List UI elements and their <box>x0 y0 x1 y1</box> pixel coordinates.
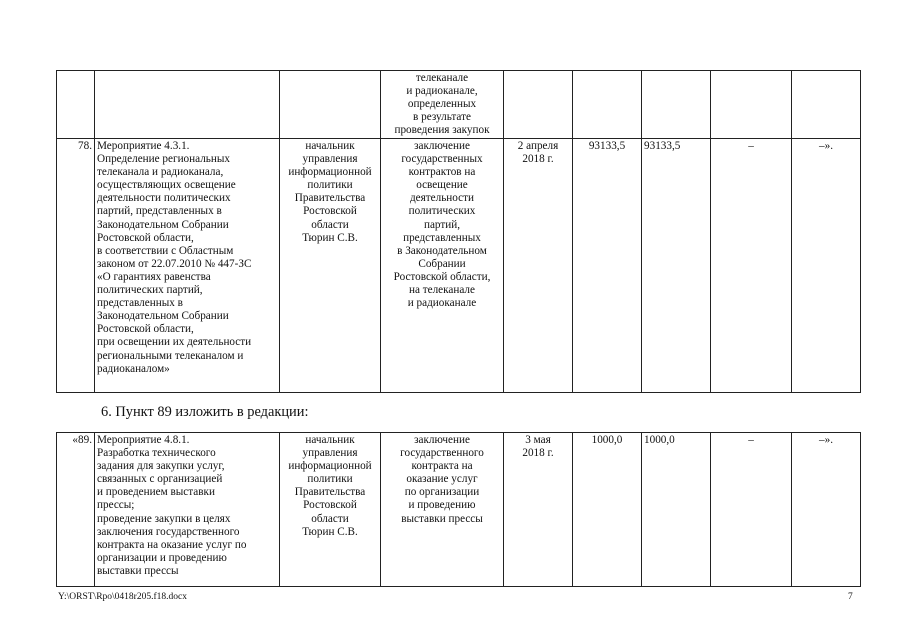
cell-text-line: 2 апреля <box>517 140 559 152</box>
cell-value-2: 93133,5 <box>642 139 711 393</box>
cell-value-2 <box>642 71 711 139</box>
cell-text-line: контракта на оказание услуг по <box>97 538 247 551</box>
cell-num: «89. <box>57 433 95 587</box>
cell-value-3: – <box>711 433 792 587</box>
cell-text-line: политических партий, <box>97 284 203 297</box>
cell-text-line: проведения закупок <box>394 124 490 137</box>
cell-text-line: законом от 22.07.2010 № 447-ЗС <box>97 257 252 270</box>
cell-text-line: Законодательном Собрании <box>97 218 229 231</box>
cell-value-1: 1000,0 <box>573 433 642 587</box>
cell-text-line: прессы; <box>97 499 135 512</box>
cell-text-line: в результате <box>413 111 471 124</box>
cell-event <box>95 71 280 139</box>
cell-text-line: 3 мая <box>525 434 551 446</box>
measures-table-item-89 <box>56 432 861 587</box>
cell-text-line: по организации <box>404 486 480 499</box>
cell-text-line: организации и проведению <box>97 551 227 564</box>
cell-num: 78. <box>57 139 95 393</box>
cell-text-line: политических <box>408 205 476 218</box>
page-number: 7 <box>848 592 853 602</box>
cell-value-1 <box>573 71 642 139</box>
cell-text-line: телеканале <box>415 72 469 84</box>
cell-text-line: Законодательном Собрании <box>97 310 229 323</box>
cell-result <box>381 71 504 139</box>
cell-result <box>381 139 504 393</box>
cell-text-line: Ростовской <box>303 205 357 218</box>
cell-text-line: радиоканалом» <box>97 362 170 375</box>
cell-text-line: в Законодательном <box>397 244 487 257</box>
cell-text-line: партий, <box>423 218 461 231</box>
cell-text-line: деятельности политических <box>97 192 231 205</box>
cell-text-line: представленных <box>403 231 481 244</box>
cell-text-line: 2018 г. <box>522 447 554 460</box>
cell-text-line: определенных <box>407 98 477 111</box>
cell-value-4: –». <box>792 139 861 393</box>
cell-text-line: государственного <box>400 447 484 460</box>
cell-text-line: области <box>311 218 349 231</box>
cell-text-line: Ростовской <box>303 499 357 512</box>
cell-text-line: партий, представленных в <box>97 205 222 218</box>
cell-value-3: – <box>711 139 792 393</box>
measures-table-continued <box>56 70 861 393</box>
cell-text-line: политики <box>307 473 353 486</box>
cell-text-line: Правительства <box>294 486 366 499</box>
cell-text-line: Ростовской области, <box>97 231 194 244</box>
cell-event <box>95 139 280 393</box>
cell-text-line: выставки прессы <box>97 564 179 577</box>
cell-text-line: Тюрин С.В. <box>302 231 358 244</box>
cell-text-line: информационной <box>288 166 372 179</box>
cell-text-line: области <box>311 512 349 525</box>
cell-text-line: представленных в <box>97 297 183 310</box>
cell-responsible <box>280 433 381 587</box>
table-row-continuation <box>57 71 861 139</box>
cell-text-line: и радиоканале, <box>406 85 478 98</box>
cell-text-line: в соответствии с Областным <box>97 244 234 257</box>
cell-text-line: политики <box>307 179 353 192</box>
cell-text-line: «О гарантиях равенства <box>97 270 211 283</box>
cell-text-line: и проведению <box>408 499 476 512</box>
cell-value-3 <box>711 71 792 139</box>
cell-num <box>57 71 95 139</box>
cell-text-line: управления <box>302 447 358 460</box>
cell-text-line: и проведением выставки <box>97 486 215 499</box>
cell-text-line: оказание услуг <box>406 473 478 486</box>
cell-value-4: –». <box>792 433 861 587</box>
cell-text-line: осуществляющих освещение <box>97 179 236 192</box>
cell-value-4 <box>792 71 861 139</box>
cell-text-line: заключение <box>414 434 470 446</box>
cell-date <box>504 71 573 139</box>
cell-text-line: управления <box>302 153 358 166</box>
cell-text-line: Правительства <box>294 192 366 205</box>
cell-text-line: Разработка технического <box>97 447 216 460</box>
cell-result <box>381 433 504 587</box>
table-row-89 <box>57 433 861 587</box>
cell-value-2: 1000,0 <box>642 433 711 587</box>
cell-text-line: 2018 г. <box>522 153 554 166</box>
cell-text-line: Ростовской области, <box>97 323 194 336</box>
cell-text-line: Собрании <box>418 257 466 270</box>
cell-text-line: освещение <box>416 179 468 192</box>
cell-text-line: государственных <box>401 153 483 166</box>
cell-text-line: контракта на <box>411 460 473 473</box>
cell-text-line: Тюрин С.В. <box>302 525 358 538</box>
cell-event <box>95 433 280 587</box>
cell-date <box>504 139 573 393</box>
cell-text-line: телеканала и радиоканала, <box>97 166 224 179</box>
footer-file-path: Y:\ORST\Rpo\0418r205.f18.docx <box>58 592 187 602</box>
table-row-78 <box>57 139 861 393</box>
cell-responsible <box>280 139 381 393</box>
cell-text-line: деятельности <box>409 192 475 205</box>
cell-text-line: на телеканале <box>409 284 475 297</box>
cell-text-line: Мероприятие 4.8.1. <box>97 434 190 446</box>
cell-text-line: при освещении их деятельности <box>97 336 252 349</box>
cell-text-line: информационной <box>288 460 372 473</box>
cell-text-line: начальник <box>305 434 355 446</box>
section-heading: 6. Пункт 89 изложить в редакции: <box>101 404 309 420</box>
cell-text-line: региональными телеканалом и <box>97 349 244 362</box>
cell-text-line: Определение региональных <box>97 153 230 166</box>
cell-text-line: и радиоканале <box>407 297 477 310</box>
cell-responsible <box>280 71 381 139</box>
cell-text-line: Ростовской области, <box>393 270 491 283</box>
cell-text-line: проведение закупки в целях <box>97 512 231 525</box>
cell-text-line: выставки прессы <box>401 512 483 525</box>
cell-text-line: задания для закупки услуг, <box>97 460 225 473</box>
cell-text-line: заключение <box>414 140 470 152</box>
cell-date <box>504 433 573 587</box>
cell-text-line: заключения государственного <box>97 525 240 538</box>
cell-value-1: 93133,5 <box>573 139 642 393</box>
cell-text-line: контрактов на <box>408 166 476 179</box>
cell-text-line: начальник <box>305 140 355 152</box>
cell-text-line: связанных с организацией <box>97 473 223 486</box>
cell-text-line: Мероприятие 4.3.1. <box>97 140 190 152</box>
